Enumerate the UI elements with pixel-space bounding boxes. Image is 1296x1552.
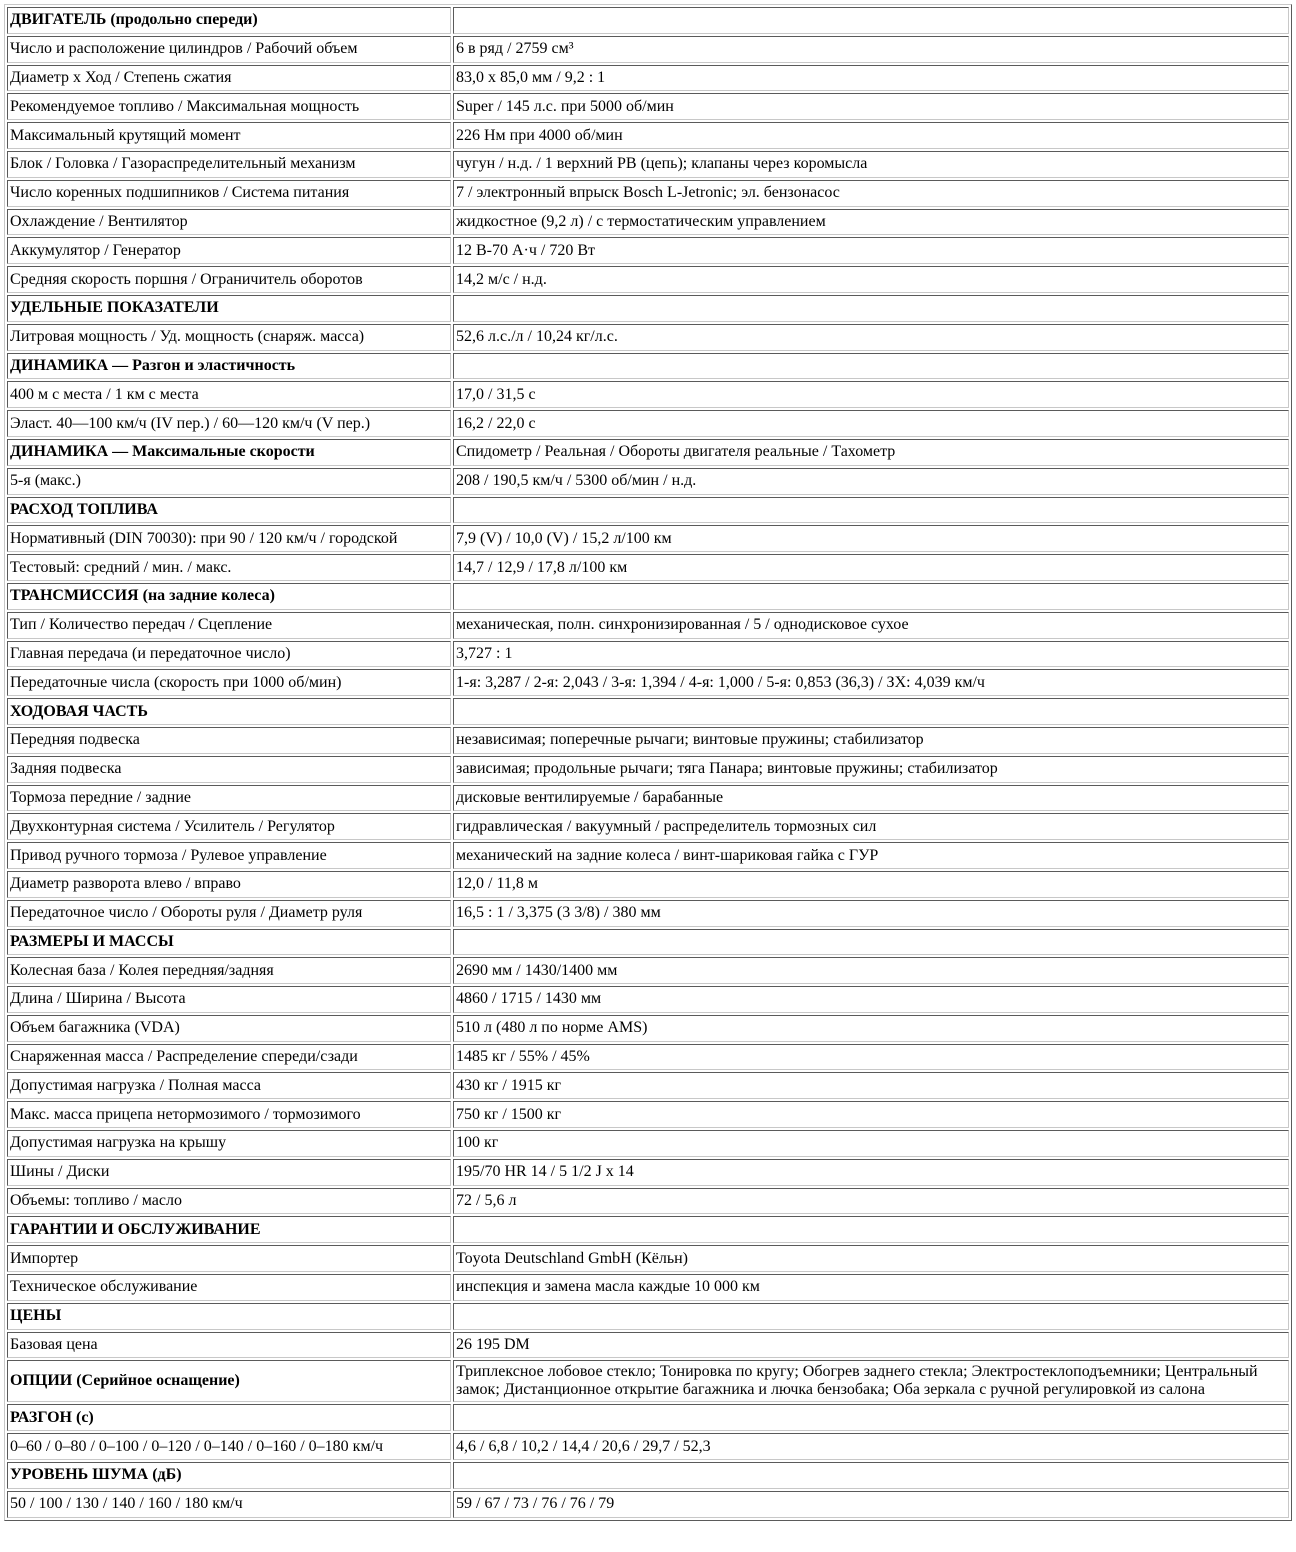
spec-label: Импортер [7,1245,451,1272]
spec-row [7,785,1289,812]
section-title: ХОДОВАЯ ЧАСТЬ [7,698,451,725]
spec-value: 17,0 / 31,5 с [453,381,1289,408]
section-value [453,295,1289,322]
spec-row [7,871,1289,898]
spec-row [7,180,1289,207]
spec-value: независимая; поперечные рычаги; винтовые пружины; стабилизатор [453,727,1289,754]
spec-label: Аккумулятор / Генератор [7,237,451,264]
section-value [453,497,1289,524]
section-header-row [7,583,1289,610]
spec-value: 4860 / 1715 / 1430 мм [453,986,1289,1013]
spec-row [7,468,1289,495]
spec-value: Super / 145 л.с. при 5000 об/мин [453,93,1289,120]
section-title: ЦЕНЫ [7,1303,451,1330]
section-value [453,698,1289,725]
section-header-row [7,929,1289,956]
spec-row [7,1491,1289,1518]
spec-label: Двухконтурная система / Усилитель / Регулятор [7,813,451,840]
section-title: УРОВЕНЬ ШУМА (дБ) [7,1462,451,1489]
section-header-row [7,1462,1289,1489]
spec-label: Техническое обслуживание [7,1274,451,1301]
spec-value: 14,2 м/с / н.д. [453,266,1289,293]
spec-label: Привод ручного тормоза / Рулевое управление [7,842,451,869]
section-title: ТРАНСМИССИЯ (на задние колеса) [7,583,451,610]
spec-label: Передаточные числа (скорость при 1000 об/мин) [7,669,451,696]
spec-row [7,1433,1289,1460]
spec-value: 1485 кг / 55% / 45% [453,1044,1289,1071]
spec-row [7,1072,1289,1099]
spec-label: 400 м с места / 1 км с места [7,381,451,408]
spec-value: 12,0 / 11,8 м [453,871,1289,898]
spec-value: 83,0 x 85,0 мм / 9,2 : 1 [453,65,1289,92]
spec-label: Базовая цена [7,1332,451,1359]
spec-row [7,122,1289,149]
spec-row [7,266,1289,293]
spec-label: Число и расположение цилиндров / Рабочий объем [7,36,451,63]
spec-value: 12 В-70 А·ч / 720 Вт [453,237,1289,264]
section-value [453,353,1289,380]
spec-value: инспекция и замена масла каждые 10 000 км [453,1274,1289,1301]
spec-label: Диаметр разворота влево / вправо [7,871,451,898]
spec-row [7,813,1289,840]
spec-label: Максимальный крутящий момент [7,122,451,149]
spec-row [7,756,1289,783]
spec-label: Задняя подвеска [7,756,451,783]
spec-row [7,1015,1289,1042]
spec-label: Блок / Головка / Газораспределительный механизм [7,151,451,178]
specifications-table [4,4,1292,1521]
section-header-row [7,353,1289,380]
spec-label: Объемы: топливо / масло [7,1188,451,1215]
spec-value: механическая, полн. синхронизированная / 5 / однодисковое сухое [453,612,1289,639]
spec-row [7,1044,1289,1071]
section-header-row [7,1360,1289,1402]
specifications-table-body [7,7,1289,1518]
spec-value: 1-я: 3,287 / 2-я: 2,043 / 3-я: 1,394 / 4-я: 1,000 / 5-я: 0,853 (36,3) / ЗХ: 4,039 км/ч [453,669,1289,696]
spec-label: Число коренных подшипников / Система питания [7,180,451,207]
spec-label: Передаточное число / Обороты руля / Диаметр руля [7,900,451,927]
spec-value: механический на задние колеса / винт-шариковая гайка с ГУР [453,842,1289,869]
section-title: УДЕЛЬНЫЕ ПОКАЗАТЕЛИ [7,295,451,322]
spec-row [7,669,1289,696]
spec-value: 4,6 / 6,8 / 10,2 / 14,4 / 20,6 / 29,7 / 52,3 [453,1433,1289,1460]
spec-value: жидкостное (9,2 л) / с термостатическим управлением [453,209,1289,236]
section-title: ОПЦИИ (Серийное оснащение) [7,1360,451,1402]
spec-label: Охлаждение / Вентилятор [7,209,451,236]
section-value [453,1404,1289,1431]
section-value [453,929,1289,956]
spec-row [7,410,1289,437]
spec-row [7,93,1289,120]
spec-value: Toyota Deutschland GmbH (Кёльн) [453,1245,1289,1272]
spec-row [7,381,1289,408]
spec-value: 100 кг [453,1130,1289,1157]
spec-value: гидравлическая / вакуумный / распределитель тормозных сил [453,813,1289,840]
spec-value: 208 / 190,5 км/ч / 5300 об/мин / н.д. [453,468,1289,495]
section-value [453,7,1289,34]
spec-value: 16,5 : 1 / 3,375 (3 3/8) / 380 мм [453,900,1289,927]
spec-row [7,612,1289,639]
section-title: ДИНАМИКА — Максимальные скорости [7,439,451,466]
spec-label: Объем багажника (VDA) [7,1015,451,1042]
spec-value: 7 / электронный впрыск Bosch L-Jetronic; эл. бензонасос [453,180,1289,207]
spec-label: 5-я (макс.) [7,468,451,495]
section-header-row [7,1303,1289,1330]
section-title: ДИНАМИКА — Разгон и эластичность [7,353,451,380]
spec-row [7,986,1289,1013]
spec-value: 430 кг / 1915 кг [453,1072,1289,1099]
spec-value: 7,9 (V) / 10,0 (V) / 15,2 л/100 км [453,525,1289,552]
spec-row [7,237,1289,264]
spec-label: Допустимая нагрузка на крышу [7,1130,451,1157]
spec-row [7,65,1289,92]
spec-label: Диаметр x Ход / Степень сжатия [7,65,451,92]
spec-label: Допустимая нагрузка / Полная масса [7,1072,451,1099]
section-title: РАЗМЕРЫ И МАССЫ [7,929,451,956]
section-header-row [7,295,1289,322]
spec-label: Литровая мощность / Уд. мощность (снаряж. масса) [7,324,451,351]
section-title: ДВИГАТЕЛЬ (продольно спереди) [7,7,451,34]
section-header-row [7,1404,1289,1431]
spec-label: Тормоза передние / задние [7,785,451,812]
spec-value: 52,6 л.с./л / 10,24 кг/л.с. [453,324,1289,351]
section-value [453,1303,1289,1330]
spec-label: Рекомендуемое топливо / Максимальная мощность [7,93,451,120]
spec-label: Передняя подвеска [7,727,451,754]
spec-label: Эласт. 40—100 км/ч (IV пер.) / 60—120 км/ч (V пер.) [7,410,451,437]
spec-value: дисковые вентилируемые / барабанные [453,785,1289,812]
spec-value: 750 кг / 1500 кг [453,1101,1289,1128]
spec-label: Главная передача (и передаточное число) [7,641,451,668]
section-header-row [7,698,1289,725]
spec-row [7,1332,1289,1359]
spec-row [7,1159,1289,1186]
section-value: Триплексное лобовое стекло; Тонировка по кругу; Обогрев заднего стекла; Электростеклоподъемники; Центральный замок; Дистанционное открытие багажника и лючка бензобака; Оба зеркала с ручной регулировкой из салона [453,1360,1289,1402]
spec-row [7,1101,1289,1128]
spec-label: Средняя скорость поршня / Ограничитель оборотов [7,266,451,293]
section-value [453,583,1289,610]
spec-row [7,727,1289,754]
section-header-row [7,1216,1289,1243]
spec-value: 510 л (480 л по норме AMS) [453,1015,1289,1042]
spec-label: Снаряженная масса / Распределение спереди/сзади [7,1044,451,1071]
spec-value: 226 Нм при 4000 об/мин [453,122,1289,149]
section-value [453,1462,1289,1489]
spec-value: 14,7 / 12,9 / 17,8 л/100 км [453,554,1289,581]
spec-label: 50 / 100 / 130 / 140 / 160 / 180 км/ч [7,1491,451,1518]
spec-value: 6 в ряд / 2759 см³ [453,36,1289,63]
spec-value: 195/70 HR 14 / 5 1/2 J x 14 [453,1159,1289,1186]
spec-value: 2690 мм / 1430/1400 мм [453,957,1289,984]
spec-label: Тестовый: средний / мин. / макс. [7,554,451,581]
section-title: РАСХОД ТОПЛИВА [7,497,451,524]
spec-label: Тип / Количество передач / Сцепление [7,612,451,639]
section-header-row [7,497,1289,524]
spec-label: Макс. масса прицепа нетормозимого / тормозимого [7,1101,451,1128]
spec-value: 16,2 / 22,0 с [453,410,1289,437]
spec-label: 0–60 / 0–80 / 0–100 / 0–120 / 0–140 / 0–160 / 0–180 км/ч [7,1433,451,1460]
spec-value: 3,727 : 1 [453,641,1289,668]
spec-row [7,1245,1289,1272]
spec-row [7,1188,1289,1215]
spec-row [7,525,1289,552]
spec-row [7,900,1289,927]
spec-value: 59 / 67 / 73 / 76 / 76 / 79 [453,1491,1289,1518]
spec-row [7,209,1289,236]
spec-label: Нормативный (DIN 70030): при 90 / 120 км/ч / городской [7,525,451,552]
section-value: Спидометр / Реальная / Обороты двигателя реальные / Тахометр [453,439,1289,466]
spec-row [7,1274,1289,1301]
spec-label: Шины / Диски [7,1159,451,1186]
spec-label: Колесная база / Колея передняя/задняя [7,957,451,984]
spec-label: Длина / Ширина / Высота [7,986,451,1013]
spec-value: чугун / н.д. / 1 верхний РВ (цепь); клапаны через коромысла [453,151,1289,178]
section-header-row [7,439,1289,466]
spec-value: 26 195 DM [453,1332,1289,1359]
spec-value: зависимая; продольные рычаги; тяга Панара; винтовые пружины; стабилизатор [453,756,1289,783]
spec-row [7,957,1289,984]
spec-value: 72 / 5,6 л [453,1188,1289,1215]
section-title: РАЗГОН (с) [7,1404,451,1431]
spec-row [7,151,1289,178]
section-value [453,1216,1289,1243]
section-header-row [7,7,1289,34]
spec-row [7,324,1289,351]
spec-row [7,842,1289,869]
spec-row [7,1130,1289,1157]
section-title: ГАРАНТИИ И ОБСЛУЖИВАНИЕ [7,1216,451,1243]
spec-row [7,554,1289,581]
spec-row [7,36,1289,63]
spec-row [7,641,1289,668]
